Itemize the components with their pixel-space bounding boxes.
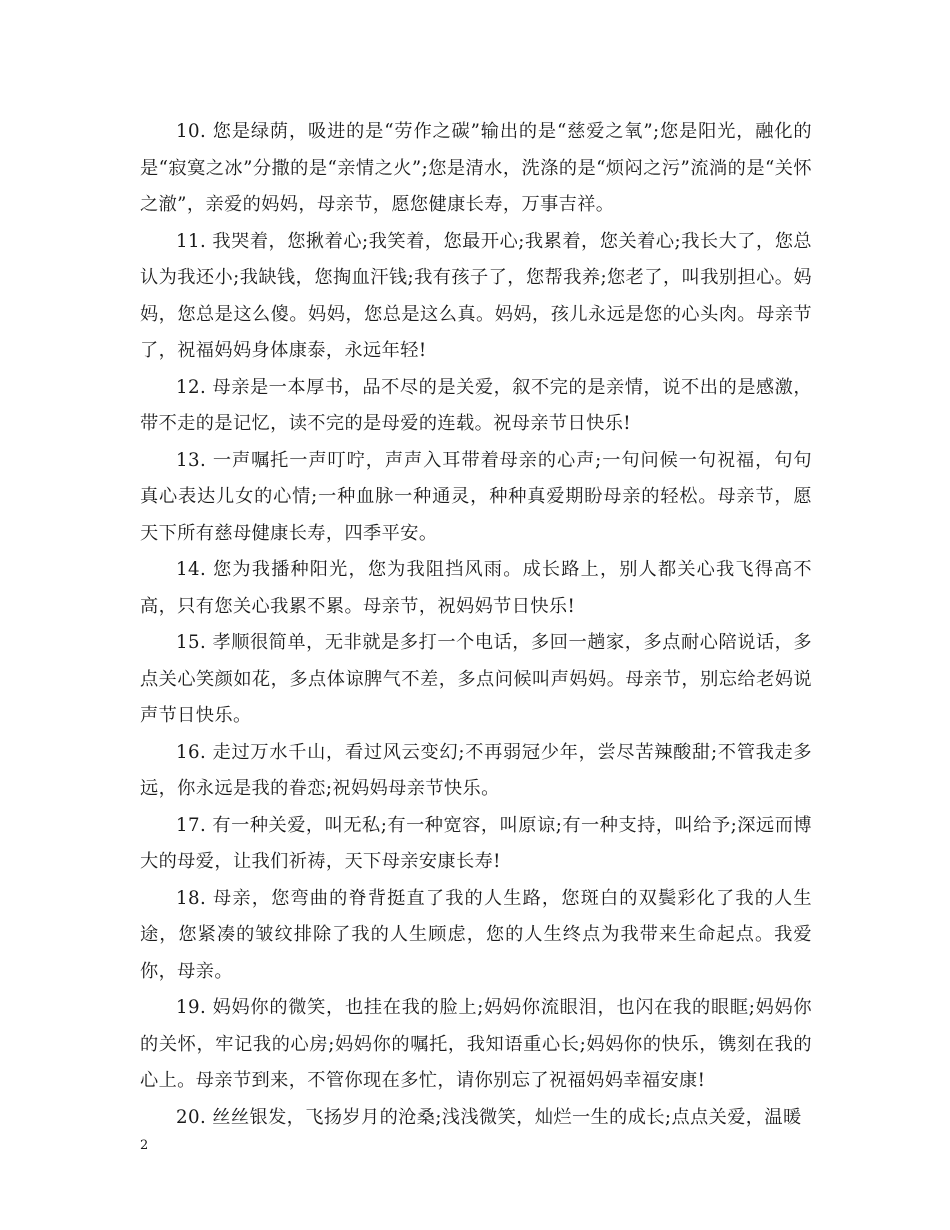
paragraph-18: 18. 母亲，您弯曲的脊背挺直了我的人生路，您斑白的双鬓彩化了我的人生途，您紧凑的皱纹排除了我的人生顾虑，您的人生终点为我带来生命起点。我爱你，母亲。 — [140, 887, 812, 982]
page-number: 2 — [140, 1138, 149, 1153]
paragraph-11: 11. 我哭着，您揪着心;我笑着，您最开心;我累着，您关着心;我长大了，您总认为我还小;我缺钱，您掏血汗钱;我有孩子了，您帮我养;您老了，叫我别担心。妈妈，您总是这么傻。妈妈，您总是这么真。妈妈，孩儿永远是您的心头肉。母亲节了，祝福妈妈身体康泰，永远年轻! — [140, 230, 812, 361]
paragraph-20: 20. 丝丝银发，飞扬岁月的沧桑;浅浅微笑，灿烂一生的成长;点点关爱，温暖 — [176, 1106, 802, 1128]
paragraph-14: 14. 您为我播种阳光，您为我阻挡风雨。成长路上，别人都关心我飞得高不高，只有您关心我累不累。母亲节，祝妈妈节日快乐! — [140, 559, 812, 617]
paragraph-17: 17. 有一种关爱，叫无私;有一种宽容，叫原谅;有一种支持，叫给予;深远而博大的母爱，让我们祈祷，天下母亲安康长寿! — [140, 814, 812, 872]
paragraph-15: 15. 孝顺很简单，无非就是多打一个电话，多回一趟家，多点耐心陪说话，多点关心笑颜如花，多点体谅脾气不差，多点问候叫声妈妈。母亲节，别忘给老妈说声节日快乐。 — [140, 632, 812, 726]
paragraph-12: 12. 母亲是一本厚书，品不尽的是关爱，叙不完的是亲情，说不出的是感激，带不走的是记忆，读不完的是母爱的连载。祝母亲节日快乐! — [140, 376, 812, 434]
paragraph-16: 16. 走过万水千山，看过风云变幻;不再弱冠少年，尝尽苦辣酸甜;不管我走多远，你永远是我的眷恋;祝妈妈母亲节快乐。 — [140, 741, 812, 799]
paragraph-13: 13. 一声嘱托一声叮咛，声声入耳带着母亲的心声;一句问候一句祝福，句句真心表达儿女的心情;一种血脉一种通灵，种种真爱期盼母亲的轻松。母亲节，愿天下所有慈母健康长寿，四季平安。 — [140, 449, 812, 544]
paragraph-10: 10. 您是绿荫，吸进的是“劳作之碳”输出的是“慈爱之氧”;您是阳光，融化的是“寂寞之冰”分撒的是“亲情之火”;您是清水，洗涤的是“烦闷之污”流淌的是“关怀之澈”，亲爱的妈妈，母亲节，愿您健康长寿，万事吉祥。 — [140, 121, 812, 215]
paragraph-19: 19. 妈妈你的微笑，也挂在我的脸上;妈妈你流眼泪，也闪在我的眼眶;妈妈你的关怀，牢记我的心房;妈妈你的嘱托，我知语重心长;妈妈你的快乐，镌刻在我的心上。母亲节到来，不管你现在多忙，请你别忘了祝福妈妈幸福安康! — [140, 997, 812, 1091]
document-body — [140, 114, 812, 1136]
